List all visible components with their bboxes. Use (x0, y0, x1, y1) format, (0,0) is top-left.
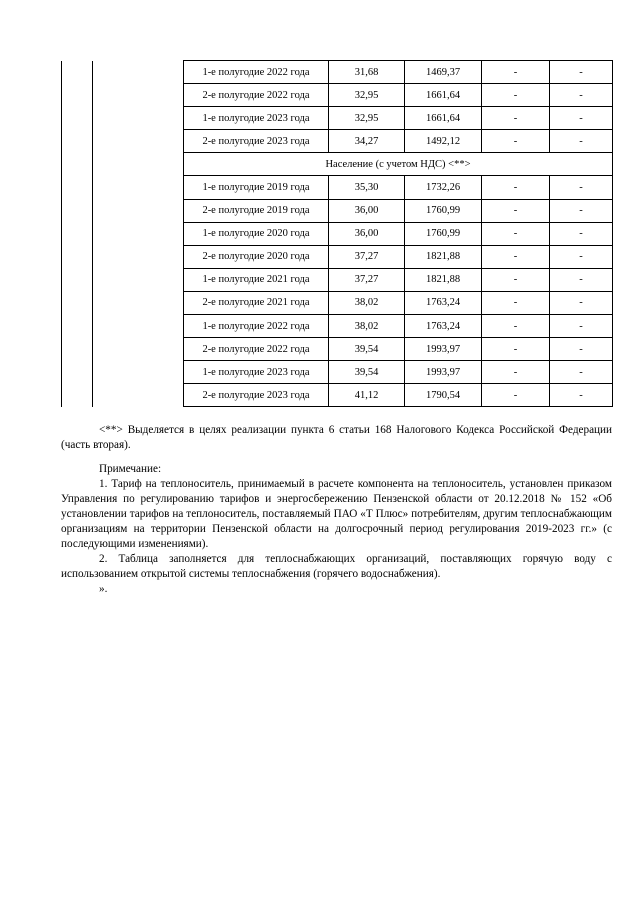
value-cell: 37,27 (329, 268, 405, 291)
value-cell: - (482, 107, 550, 130)
value-cell: 1661,64 (405, 107, 482, 130)
value-cell: - (482, 315, 550, 338)
value-cell: 41,12 (329, 384, 405, 407)
footnote: <**> Выделяется в целях реализации пункта 6 статьи 168 Налогового Кодекса Российской Федерации (часть вторая). (61, 424, 612, 451)
remark-paragraph-1: 1. Тариф на теплоноситель, принимаемый в расчете компонента на теплоноситель, установлен приказом Управления по регулированию тарифов и энергосбережению Пензенской области от 20.12.2018 № 152 «Об установлении тарифов на теплоноситель, поставляемый ПАО «Т Плюс» потребителям, другим теплоснабжающим организациям на территории Пензенской области на долгосрочный период регулирования 2019-2023 гг.» (с последующими изменениями). (61, 478, 612, 550)
table-row (62, 107, 613, 130)
value-cell: - (482, 176, 550, 199)
value-cell: 1763,24 (405, 315, 482, 338)
value-cell: 1732,26 (405, 176, 482, 199)
value-cell: - (550, 291, 613, 314)
value-cell: - (482, 338, 550, 361)
value-cell: 31,68 (329, 61, 405, 84)
value-cell: - (482, 384, 550, 407)
value-cell: 1821,88 (405, 268, 482, 291)
value-cell: 32,95 (329, 84, 405, 107)
value-cell: 1492,12 (405, 130, 482, 153)
value-cell: 1993,97 (405, 361, 482, 384)
period-cell: 1-е полугодие 2019 года (184, 176, 329, 199)
value-cell: 36,00 (329, 199, 405, 222)
value-cell: 34,27 (329, 130, 405, 153)
table-row (62, 245, 613, 268)
value-cell: 1760,99 (405, 222, 482, 245)
table-row (62, 130, 613, 153)
value-cell: - (482, 245, 550, 268)
value-cell: 39,54 (329, 361, 405, 384)
value-cell: - (550, 107, 613, 130)
table-row (62, 176, 613, 199)
tariff-table (61, 60, 613, 407)
value-cell: 38,02 (329, 315, 405, 338)
period-cell: 1-е полугодие 2022 года (184, 61, 329, 84)
value-cell: - (550, 361, 613, 384)
value-cell: 1763,24 (405, 291, 482, 314)
value-cell: 35,30 (329, 176, 405, 199)
value-cell: 38,02 (329, 291, 405, 314)
value-cell: 1993,97 (405, 338, 482, 361)
table-row (62, 338, 613, 361)
value-cell: - (482, 361, 550, 384)
value-cell: 1821,88 (405, 245, 482, 268)
period-cell: 2-е полугодие 2022 года (184, 338, 329, 361)
value-cell: - (482, 61, 550, 84)
value-cell: - (550, 199, 613, 222)
period-cell: 2-е полугодие 2023 года (184, 384, 329, 407)
value-cell: - (550, 384, 613, 407)
period-cell: 2-е полугодие 2023 года (184, 130, 329, 153)
value-cell: - (550, 130, 613, 153)
value-cell: - (550, 268, 613, 291)
value-cell: 39,54 (329, 338, 405, 361)
period-cell: 1-е полугодие 2021 года (184, 268, 329, 291)
table-row (62, 315, 613, 338)
value-cell: - (482, 268, 550, 291)
remark-paragraph-2: 2. Таблица заполняется для теплоснабжающих организаций, поставляющих горячую воду с использованием открытой системы теплоснабжения (горячего водоснабжения). (61, 553, 612, 580)
value-cell: - (550, 338, 613, 361)
value-cell: 1469,37 (405, 61, 482, 84)
table-row (62, 199, 613, 222)
value-cell: - (550, 245, 613, 268)
period-cell: 1-е полугодие 2022 года (184, 315, 329, 338)
value-cell: 1790,54 (405, 384, 482, 407)
remark-title: Примечание: (99, 463, 162, 475)
value-cell: 1760,99 (405, 199, 482, 222)
value-cell: 1661,64 (405, 84, 482, 107)
table-row (62, 84, 613, 107)
value-cell: - (482, 84, 550, 107)
period-cell: 1-е полугодие 2020 года (184, 222, 329, 245)
value-cell: - (550, 315, 613, 338)
table-row (62, 361, 613, 384)
section-header-row (62, 153, 613, 176)
table-row (62, 268, 613, 291)
value-cell: 32,95 (329, 107, 405, 130)
value-cell: - (482, 130, 550, 153)
value-cell: - (550, 222, 613, 245)
table-row (62, 384, 613, 407)
table-row (62, 61, 613, 84)
closing-quote: ». (99, 583, 108, 595)
table-row (62, 222, 613, 245)
period-cell: 1-е полугодие 2023 года (184, 361, 329, 384)
value-cell: 37,27 (329, 245, 405, 268)
value-cell: - (550, 176, 613, 199)
section-header: Население (с учетом НДС) <**> (184, 153, 613, 176)
value-cell: 36,00 (329, 222, 405, 245)
period-cell: 1-е полугодие 2023 года (184, 107, 329, 130)
table-row (62, 291, 613, 314)
value-cell: - (550, 84, 613, 107)
value-cell: - (482, 222, 550, 245)
value-cell: - (550, 61, 613, 84)
period-cell: 2-е полугодие 2020 года (184, 245, 329, 268)
period-cell: 2-е полугодие 2019 года (184, 199, 329, 222)
period-cell: 2-е полугодие 2021 года (184, 291, 329, 314)
value-cell: - (482, 199, 550, 222)
period-cell: 2-е полугодие 2022 года (184, 84, 329, 107)
value-cell: - (482, 291, 550, 314)
